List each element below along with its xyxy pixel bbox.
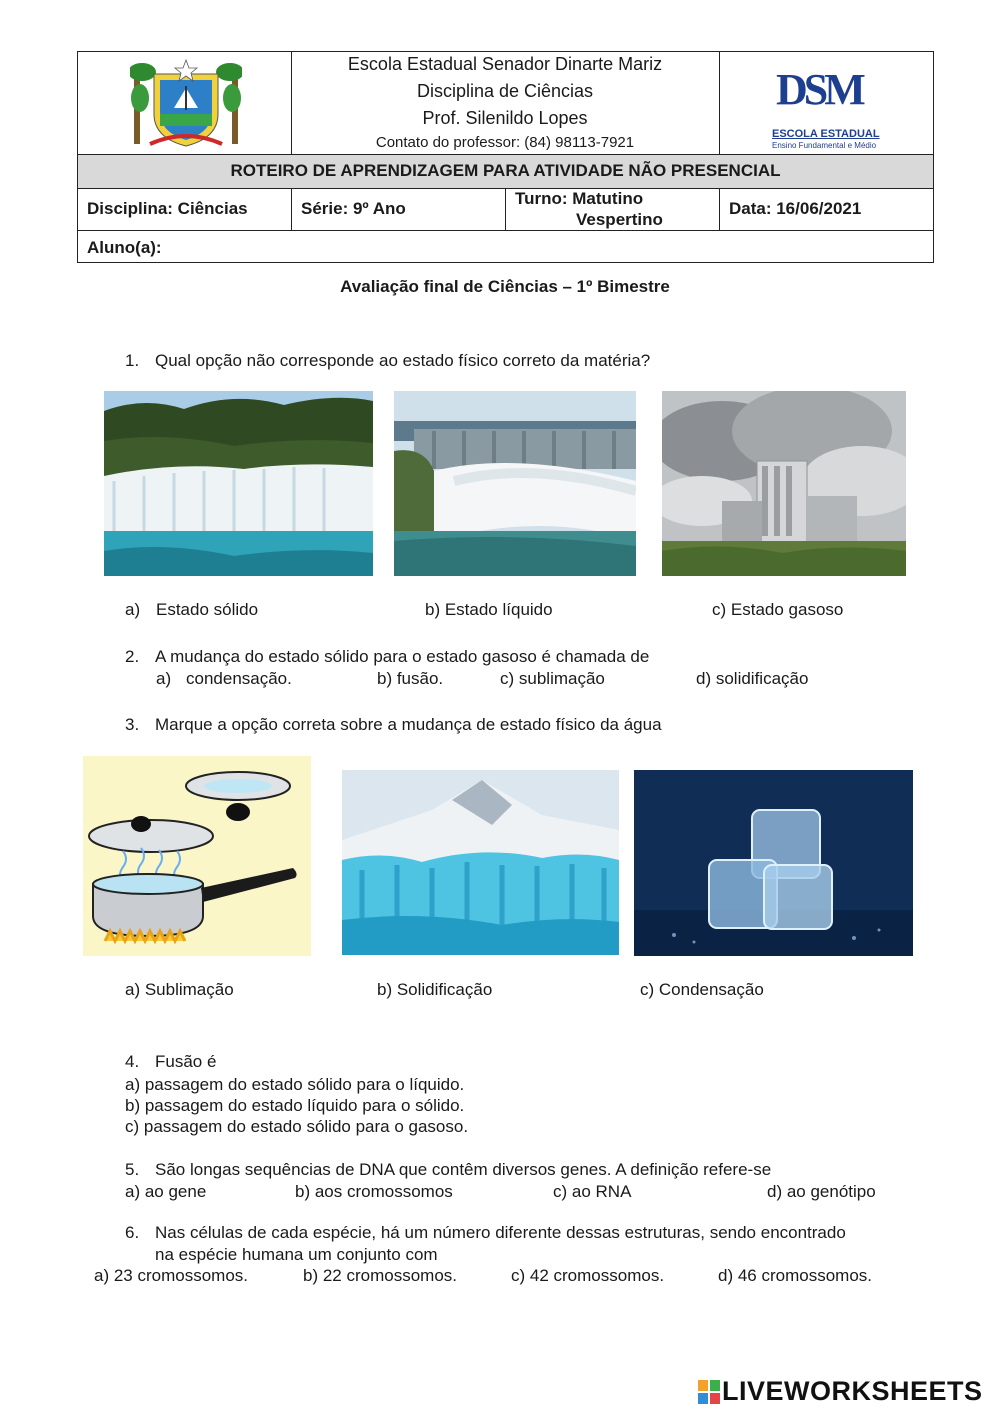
q3-text: Marque a opção correta sobre a mudança de estado físico da água [155, 715, 662, 734]
q6-option-d: d) 46 cromossomos. [718, 1266, 872, 1285]
q2-option-b: b) fusão. [377, 669, 444, 688]
exam-title: Avaliação final de Ciências – 1º Bimestre [340, 277, 670, 296]
q5-text: São longas sequências de DNA que contêm diversos genes. A definição refere-se [155, 1160, 772, 1179]
q6-number: 6. [125, 1223, 140, 1242]
q3-option-a: a) Sublimação [125, 980, 234, 999]
ice-cubes-photo [634, 770, 913, 956]
coat-of-arms-emblem [130, 58, 242, 150]
date-field: Data: 16/06/2021 [729, 199, 862, 218]
q4-option-b: b) passagem do estado líquido para o sólido. [125, 1096, 465, 1115]
q3-option-b: b) Solidificação [377, 980, 493, 999]
q1-option-a: Estado sólido [156, 600, 259, 619]
dam-photo [394, 391, 636, 576]
q3-option-c: c) Condensação [640, 980, 764, 999]
subject-line: Disciplina de Ciências [416, 81, 594, 101]
q2-number: 2. [125, 647, 140, 666]
q5-option-c: c) ao RNA [553, 1182, 632, 1201]
q5-option-a: a) ao gene [125, 1182, 207, 1201]
school-logo [768, 64, 888, 148]
shift-second: Vespertino [576, 210, 663, 229]
q4-text: Fusão é [155, 1052, 217, 1071]
q5-number: 5. [125, 1160, 140, 1179]
q6-text-line1: Nas células de cada espécie, há um número diferente dessas estruturas, sendo encontrado [155, 1223, 846, 1242]
q6-option-c: c) 42 cromossomos. [511, 1266, 665, 1285]
factory-smoke-photo [662, 391, 906, 576]
q6-option-a: a) 23 cromossomos. [94, 1266, 248, 1285]
waterfall-photo [104, 391, 373, 576]
teacher-contact: Contato do professor: (84) 98113-7921 [375, 134, 635, 151]
discipline-field: Disciplina: Ciências [87, 199, 248, 218]
q5-option-d: d) ao genótipo [767, 1182, 876, 1201]
boiling-pot-illustration [83, 756, 311, 956]
q2-option-a: condensação. [186, 669, 292, 688]
q1-option-b: b) Estado líquido [425, 600, 553, 619]
q3-number: 3. [125, 715, 140, 734]
q6-option-b: b) 22 cromossomos. [303, 1266, 457, 1285]
student-field: Aluno(a): [87, 238, 162, 257]
q4-option-a: a) passagem do estado sólido para o líquido. [125, 1075, 465, 1094]
logo-letters: DSM [776, 65, 862, 114]
q2-text: A mudança do estado sólido para o estado gasoso é chamada de [155, 647, 650, 666]
liveworksheets-logo-icon [698, 1380, 720, 1404]
q2-option-c: c) sublimação [500, 669, 605, 688]
q4-number: 4. [125, 1052, 140, 1071]
logo-line1: ESCOLA ESTADUAL [772, 128, 880, 140]
logo-line2: Ensino Fundamental e Médio [772, 141, 877, 150]
banner-title: ROTEIRO DE APRENDIZAGEM PARA ATIVIDADE NÃO PRESENCIAL [230, 161, 781, 180]
q1-option-c: c) Estado gasoso [712, 600, 844, 619]
q5-option-b: b) aos cromossomos [295, 1182, 453, 1201]
q2-option-d: d) solidificação [696, 669, 809, 688]
q1-text: Qual opção não corresponde ao estado físico correto da matéria? [155, 351, 651, 370]
grade-field: Série: 9º Ano [301, 199, 406, 218]
header-table [77, 51, 934, 263]
school-name: Escola Estadual Senador Dinarte Mariz [347, 54, 663, 74]
glacier-photo [342, 770, 619, 955]
shift-field: Turno: Matutino [515, 189, 644, 208]
q2-option-a-letter: a) [156, 669, 172, 688]
q1-number: 1. [125, 351, 140, 370]
liveworksheets-watermark[interactable]: LIVEWORKSHEETS [722, 1376, 983, 1406]
q6-text-line2: na espécie humana um conjunto com [155, 1245, 438, 1264]
q4-option-c: c) passagem do estado sólido para o gasoso. [125, 1117, 469, 1136]
q1-option-a-letter: a) [125, 600, 141, 619]
teacher-name: Prof. Silenildo Lopes [422, 108, 588, 128]
